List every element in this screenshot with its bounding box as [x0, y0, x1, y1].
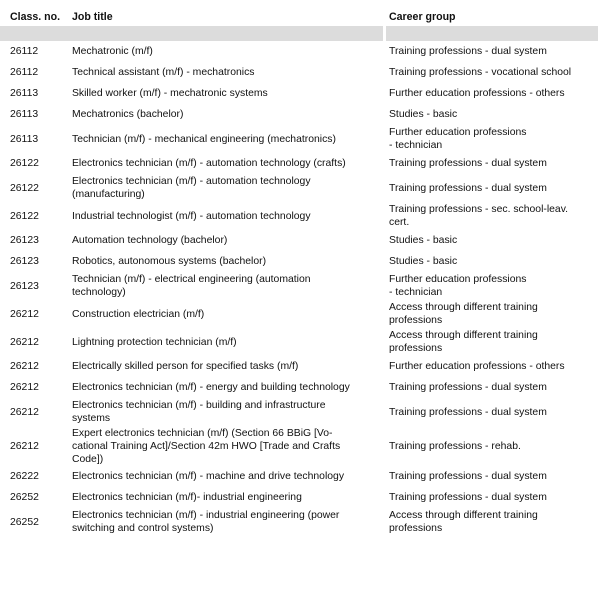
career-group-text: Training professions - dual system	[389, 471, 547, 482]
class-no-text: 26212	[10, 406, 39, 418]
table-row	[0, 508, 598, 536]
class-no-text: 26212	[10, 308, 39, 320]
class-no-cell	[0, 328, 72, 356]
table-row	[0, 272, 598, 300]
table-row	[0, 356, 598, 377]
career-group-cell	[387, 125, 598, 153]
job-title-cell	[72, 426, 387, 466]
class-no-text: 26212	[10, 361, 39, 372]
table-row	[0, 202, 598, 230]
career-group-cell	[387, 377, 598, 398]
career-group-text: Further education professions - technician	[389, 274, 527, 298]
job-title-cell	[72, 487, 387, 508]
job-title-cell	[72, 356, 387, 377]
table-row	[0, 41, 598, 62]
class-no-text: 26252	[10, 492, 39, 503]
class-no-text: 26252	[10, 516, 39, 528]
job-title-text: Robotics, autonomous systems (bachelor)	[72, 256, 267, 267]
job-title-text: Mechatronic (m/f)	[72, 46, 153, 57]
table-row	[0, 328, 598, 356]
job-title-text: Technician (m/f) - electrical engineering (automation technology)	[72, 274, 311, 298]
class-no-cell	[0, 62, 72, 83]
class-no-cell	[0, 83, 72, 104]
career-group-text: Training professions - dual system	[389, 182, 547, 194]
job-title-text: Electrically skilled person for specified tasks (m/f)	[72, 361, 299, 372]
job-title-cell	[72, 377, 387, 398]
job-title-text: Electronics technician (m/f)- industrial engineering	[72, 492, 302, 503]
class-no-cell	[0, 272, 72, 300]
class-no-cell	[0, 41, 72, 62]
table-row	[0, 62, 598, 83]
career-group-cell	[387, 174, 598, 202]
career-group-text: Training professions - dual system	[389, 382, 547, 393]
career-group-text: Training professions - dual system	[389, 492, 547, 503]
class-no-cell	[0, 251, 72, 272]
job-title-cell	[72, 174, 387, 202]
career-group-cell	[387, 272, 598, 300]
career-group-cell	[387, 230, 598, 251]
job-title-text: Industrial technologist (m/f) - automation technology	[72, 210, 311, 222]
career-group-cell	[387, 487, 598, 508]
career-group-cell	[387, 202, 598, 230]
career-group-text: Training professions - dual system	[389, 406, 547, 418]
class-no-cell	[0, 153, 72, 174]
class-no-text: 26222	[10, 471, 39, 482]
career-group-text: Further education professions - others	[389, 361, 565, 372]
career-group-text: Access through different training professions	[389, 330, 538, 354]
career-group-cell	[387, 300, 598, 328]
job-title-cell	[72, 62, 387, 83]
job-title-cell	[72, 153, 387, 174]
table-row	[0, 230, 598, 251]
class-no-text: 26113	[10, 88, 39, 99]
class-no-text: 26112	[10, 67, 39, 78]
career-group-text: Access through different training professions	[389, 510, 538, 534]
job-title-text: Automation technology (bachelor)	[72, 235, 228, 246]
career-group-cell	[387, 41, 598, 62]
class-no-text: 26122	[10, 210, 39, 222]
class-no-text: 26122	[10, 158, 39, 169]
header-shade-band-left	[0, 26, 383, 41]
class-no-text: 26123	[10, 256, 39, 267]
career-group-cell	[387, 426, 598, 466]
class-no-cell	[0, 508, 72, 536]
header-career-group: Career group	[389, 11, 456, 23]
career-group-cell	[387, 251, 598, 272]
career-group-text: Training professions - vocational school	[389, 67, 572, 78]
job-title-cell	[72, 125, 387, 153]
career-group-cell	[387, 466, 598, 487]
career-group-text: Further education professions - technician	[389, 127, 527, 151]
table-row	[0, 104, 598, 125]
career-group-text: Further education professions - others	[389, 88, 565, 99]
career-group-cell	[387, 62, 598, 83]
career-group-cell	[387, 398, 598, 426]
job-title-cell	[72, 41, 387, 62]
job-title-cell	[72, 398, 387, 426]
table-row	[0, 300, 598, 328]
career-table	[0, 41, 598, 536]
job-title-text: Lightning protection technician (m/f)	[72, 336, 237, 348]
career-group-cell	[387, 83, 598, 104]
class-no-cell	[0, 377, 72, 398]
header-shade-band-right	[386, 26, 598, 41]
job-title-text: Expert electronics technician (m/f) (Section 66 BBiG [Vo- cational Training Act]/Section 42m HWO [Trade and Crafts Code])	[72, 427, 341, 465]
class-no-text: 26212	[10, 440, 39, 452]
job-title-text: Electronics technician (m/f) - automation technology (manufacturing)	[72, 176, 311, 200]
career-group-text: Studies - basic	[389, 109, 458, 120]
class-no-cell	[0, 300, 72, 328]
career-group-cell	[387, 153, 598, 174]
job-title-text: Technician (m/f) - mechanical engineering (mechatronics)	[72, 133, 336, 145]
table-row	[0, 125, 598, 153]
job-title-cell	[72, 202, 387, 230]
career-group-text: Access through different training professions	[389, 302, 538, 326]
class-no-cell	[0, 487, 72, 508]
class-no-cell	[0, 356, 72, 377]
table-row	[0, 466, 598, 487]
header-class-no: Class. no.	[10, 11, 61, 23]
career-group-text: Training professions - rehab.	[389, 440, 521, 452]
class-no-text: 26123	[10, 235, 39, 246]
career-group-text: Training professions - sec. school-leav. cert.	[389, 204, 569, 228]
table-row	[0, 398, 598, 426]
job-title-text: Electronics technician (m/f) - machine and drive technology	[72, 471, 345, 482]
career-group-cell	[387, 328, 598, 356]
table-row	[0, 251, 598, 272]
job-title-cell	[72, 328, 387, 356]
career-group-text: Training professions - dual system	[389, 158, 547, 169]
class-no-cell	[0, 174, 72, 202]
table-row	[0, 377, 598, 398]
class-no-cell	[0, 466, 72, 487]
class-no-text: 26113	[10, 109, 39, 120]
job-title-text: Electronics technician (m/f) - industrial engineering (power switching and control systems)	[72, 510, 340, 534]
career-group-cell	[387, 356, 598, 377]
job-title-text: Construction electrician (m/f)	[72, 308, 205, 320]
career-group-cell	[387, 104, 598, 125]
table-row	[0, 487, 598, 508]
job-title-cell	[72, 104, 387, 125]
job-title-cell	[72, 251, 387, 272]
class-no-text: 26122	[10, 182, 39, 194]
job-title-cell	[72, 230, 387, 251]
class-no-cell	[0, 426, 72, 466]
class-no-text: 26113	[10, 133, 39, 145]
class-no-cell	[0, 230, 72, 251]
job-title-cell	[72, 300, 387, 328]
class-no-text: 26123	[10, 280, 39, 292]
job-title-cell	[72, 83, 387, 104]
job-title-cell	[72, 466, 387, 487]
table-row	[0, 83, 598, 104]
job-title-text: Electronics technician (m/f) - energy and building technology	[72, 382, 350, 393]
job-title-cell	[72, 508, 387, 536]
class-no-text: 26112	[10, 46, 39, 57]
job-title-text: Technical assistant (m/f) - mechatronics	[72, 67, 255, 78]
job-title-text: Mechatronics (bachelor)	[72, 109, 184, 120]
class-no-cell	[0, 125, 72, 153]
career-group-text: Studies - basic	[389, 235, 458, 246]
job-title-text: Electronics technician (m/f) - automation technology (crafts)	[72, 158, 346, 169]
table-row	[0, 174, 598, 202]
job-title-cell	[72, 272, 387, 300]
table-row	[0, 153, 598, 174]
class-no-cell	[0, 398, 72, 426]
class-no-text: 26212	[10, 382, 39, 393]
career-group-cell	[387, 508, 598, 536]
table-row	[0, 426, 598, 466]
class-no-text: 26212	[10, 336, 39, 348]
career-group-text: Training professions - dual system	[389, 46, 547, 57]
job-title-text: Skilled worker (m/f) - mechatronic systems	[72, 88, 268, 99]
job-title-text: Electronics technician (m/f) - building and infrastructure systems	[72, 400, 326, 424]
header-job-title: Job title	[72, 11, 113, 23]
class-no-cell	[0, 104, 72, 125]
career-group-text: Studies - basic	[389, 256, 458, 267]
class-no-cell	[0, 202, 72, 230]
